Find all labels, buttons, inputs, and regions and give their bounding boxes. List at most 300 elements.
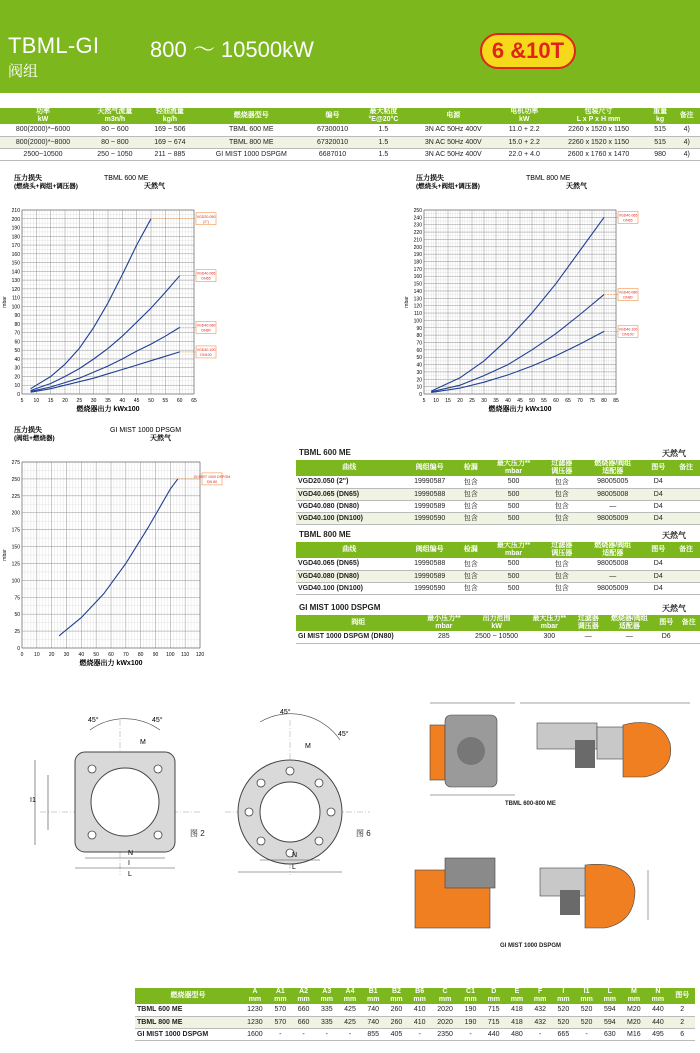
v600-header-cell: 检漏 (457, 460, 485, 476)
chart-series-label: VGD40.100 (196, 347, 216, 352)
v600-cell: 包含 (542, 512, 581, 524)
dims-header-cell: A4 mm (338, 988, 361, 1004)
dim-m-b: M (305, 743, 311, 750)
main-cell: 6687010 (307, 148, 359, 160)
chart-ytick-label: 220 (413, 230, 422, 237)
chart-ytick-label: 250 (413, 208, 422, 214)
chart-xtick-label: 25 (76, 398, 83, 404)
main-cell: 1.5 (358, 136, 408, 148)
chart-ytick-label: 10 (416, 384, 422, 391)
chart-ytick-label: 225 (11, 493, 20, 500)
vgi-header-cell: 最大压力** mbar (526, 615, 573, 631)
chart-xtick-label: 85 (613, 398, 619, 404)
vgi-cell: — (604, 631, 655, 643)
v600-cell (672, 512, 700, 524)
chart-xtick-label: 75 (589, 398, 595, 404)
chart-ytick-label: 25 (14, 629, 20, 636)
v800-cell: VGD40.080 (DN80) (296, 570, 403, 582)
chart-ytick-label: 20 (416, 377, 422, 384)
valve-gimist-title: GI MIST 1000 DSPGM (299, 603, 381, 612)
chart-ytick-label: 125 (11, 561, 20, 568)
main-cell: 4) (673, 136, 700, 148)
dims-header-row (135, 988, 695, 1004)
chart-ylabel: 压力损失 (416, 175, 444, 182)
dims-cell: 260 (385, 1016, 408, 1028)
chart-series-label: DN80 (623, 295, 633, 300)
dims-header-cell: A3 mm (315, 988, 338, 1004)
main-header-cell: 轻油流量 kg/h (144, 108, 196, 124)
chart-xtick-label: 45 (133, 398, 140, 404)
main-cell: 169 ~ 674 (144, 136, 196, 148)
dims-cell: 425 (338, 1016, 361, 1028)
v600-cell: D4 (644, 488, 672, 500)
chart-ytick-label: 120 (11, 286, 20, 293)
main-cell: 211 ~ 885 (144, 148, 196, 160)
vgi-row (296, 631, 700, 643)
main-cell: 4) (673, 124, 700, 136)
chart-xtick-label: 10 (433, 398, 439, 404)
dims-cell: 665 (552, 1028, 575, 1040)
v800-row (296, 558, 700, 570)
chart-xtick-label: 50 (93, 652, 99, 658)
chart-ytick-label: 0 (17, 646, 20, 652)
vgi-cell: GI MIST 1000 DSPGM (DN80) (296, 631, 420, 643)
chart-yunit: mbar (2, 296, 8, 308)
dims-cell: - (408, 1028, 431, 1040)
main-cell: 80 ~ 800 (86, 136, 144, 148)
burner-drawing-tbml (425, 695, 700, 805)
chart-series-label: DN65 (201, 276, 211, 281)
dims-header-cell: 图号 (670, 988, 695, 1004)
dimensions-table (135, 988, 695, 1041)
dims-cell: 520 (575, 1016, 598, 1028)
dims-header-cell: M mm (621, 988, 646, 1004)
angle-label-c: 45° (280, 709, 291, 716)
main-cell: 67300010 (307, 124, 359, 136)
chart-series-label: VGD20.050 (196, 214, 216, 219)
chart-title: TBML 800 ME (526, 175, 571, 182)
dim-i-a: I (128, 860, 130, 867)
dims-cell: 440 (482, 1028, 505, 1040)
chart-xlabel: 燃烧器出力 kWx100 (488, 406, 552, 413)
main-header-cell: 功率 kW (0, 108, 86, 124)
main-cell: 800(2000)*~6000 (0, 124, 86, 136)
chart-ytick-label: 40 (416, 362, 422, 369)
dims-cell: 2 (670, 1004, 695, 1016)
chart-ytick-label: 20 (14, 374, 20, 381)
chart-xtick-label: 30 (90, 398, 97, 404)
chart-ytick-label: 140 (413, 288, 422, 295)
chart-series-label: DN65 (623, 218, 633, 223)
dims-cell: 410 (408, 1004, 431, 1016)
chart-ytick-label: 150 (11, 544, 20, 551)
main-cell: 1.5 (358, 124, 408, 136)
dims-cell: 480 (505, 1028, 528, 1040)
v600-cell: 包含 (457, 512, 485, 524)
burner-drawing-gimist (410, 850, 660, 940)
dims-header-cell: I mm (552, 988, 575, 1004)
dims-cell: 2020 (431, 1004, 459, 1016)
v800-cell (672, 570, 700, 582)
main-row (0, 136, 700, 148)
chart-ytick-label: 110 (12, 295, 20, 302)
dims-cell: 715 (482, 1004, 505, 1016)
chart-xtick-label: 0 (20, 652, 24, 658)
chart-xtick-label: 30 (481, 398, 487, 404)
chart-ytick-label: 30 (14, 365, 20, 372)
chart-xtick-label: 50 (529, 398, 535, 404)
v800-cell: 19990588 (403, 558, 457, 570)
main-spec-table (0, 108, 700, 161)
v800-header-row (296, 542, 700, 558)
main-cell: GI MIST 1000 DSPGM (196, 148, 307, 160)
v800-cell: 包含 (457, 558, 485, 570)
vgi-header-cell: 出力范围 kW (467, 615, 526, 631)
v600-cell: 包含 (457, 500, 485, 512)
chart-series-label: DN100 (622, 332, 634, 337)
dims-cell: 440 (646, 1016, 669, 1028)
chart-ytick-label: 110 (414, 311, 422, 318)
chart-xtick-label: 40 (78, 652, 85, 658)
main-cell: 15.0 + 2.2 (498, 136, 550, 148)
chart-series-label: DN80 (201, 328, 211, 333)
dims-cell: TBML 600 ME (135, 1004, 241, 1016)
v600-row (296, 476, 700, 488)
v600-cell: VGD40.100 (DN100) (296, 512, 403, 524)
v600-cell: 98005005 (581, 476, 644, 488)
dims-cell: 1230 (241, 1016, 269, 1028)
dims-cell: - (529, 1028, 552, 1040)
chart-gas-label: 天然气 (150, 435, 171, 442)
main-header-cell: 天然气流量 m3n/h (86, 108, 144, 124)
chart-ytick-label: 150 (413, 281, 422, 288)
chart-series-label: VGD40.080 (618, 290, 638, 295)
main-cell: 250 ~ 1050 (86, 148, 144, 160)
chart-xtick-label: 60 (553, 398, 559, 404)
chart-series-label: DN100 (200, 352, 212, 357)
dims-cell: M20 (621, 1016, 646, 1028)
dims-cell: 630 (598, 1028, 621, 1040)
chart-ytick-label: 175 (11, 527, 20, 534)
dims-cell: 418 (505, 1016, 528, 1028)
chart-ytick-label: 170 (413, 266, 422, 273)
dims-header-cell: C mm (431, 988, 459, 1004)
dims-cell: TBML 800 ME (135, 1016, 241, 1028)
v800-header-cell: 曲线 (296, 542, 403, 558)
chart-xtick-label: 65 (191, 398, 197, 404)
dim-n-a: N (128, 850, 134, 857)
main-cell: 22.0 + 4.0 (498, 148, 550, 160)
chart-gas-label: 天然气 (144, 183, 165, 190)
dims-cell: 260 (385, 1004, 408, 1016)
dims-cell: M16 (621, 1028, 646, 1040)
chart-ytick-label: 90 (416, 325, 422, 332)
dim-l-a: L (128, 871, 132, 878)
v800-cell: D4 (644, 558, 672, 570)
vgi-cell: 2500 ~ 10500 (467, 631, 526, 643)
chart-xtick-label: 90 (152, 652, 159, 658)
chart-ytick-label: 90 (14, 313, 20, 320)
chart-series-label: VGD40.080 (196, 323, 216, 328)
chart-ylabel: 压力损失 (14, 175, 42, 182)
v600-cell (672, 500, 700, 512)
v800-header-cell: 阀组编号 (403, 542, 457, 558)
main-cell: 980 (647, 148, 674, 160)
chart-tbml600 (0, 175, 220, 415)
chart-xtick-label: 60 (108, 652, 114, 658)
main-header-cell: 备注 (673, 108, 700, 124)
v800-cell (672, 558, 700, 570)
dims-cell: 2 (670, 1016, 695, 1028)
chart-xtick-label: 80 (137, 652, 144, 658)
chart-ytick-label: 40 (14, 356, 20, 363)
vgi-cell (677, 631, 700, 643)
chart-ytick-label: 160 (413, 274, 422, 281)
chart-xtick-label: 120 (195, 652, 205, 658)
gas-label-2: 天然气 (662, 531, 686, 540)
size-badge: 6 &10T (480, 33, 576, 69)
chart-xtick-label: 110 (181, 652, 190, 658)
dims-cell: 570 (269, 1004, 292, 1016)
chart-ytick-label: 140 (11, 269, 20, 276)
chart-xtick-label: 65 (565, 398, 571, 404)
chart-ytick-label: 120 (413, 303, 422, 310)
dims-row (135, 1016, 695, 1028)
chart-ytick-label: 50 (14, 612, 20, 619)
v800-cell: 19990589 (403, 570, 457, 582)
v800-row (296, 570, 700, 582)
chart-xtick-label: 20 (48, 652, 55, 658)
chart-yunit: mbar (404, 296, 410, 308)
main-header-cell: 编号 (307, 108, 359, 124)
chart-ytick-label: 100 (11, 578, 20, 585)
chart-ytick-label: 200 (11, 510, 20, 517)
chart-ylabel-sub: (燃烧头+阀组+调压器) (416, 183, 480, 190)
main-header-cell: 电源 (408, 108, 498, 124)
v600-cell: 98005008 (581, 488, 644, 500)
chart-xtick-label: 25 (469, 398, 475, 404)
dims-cell: 335 (315, 1016, 338, 1028)
v600-header-row (296, 460, 700, 476)
chart-xtick-label: 55 (541, 398, 547, 404)
v800-cell: 包含 (542, 558, 581, 570)
vgi-header-row (296, 615, 700, 631)
v800-cell: D4 (644, 570, 672, 582)
dims-cell: 432 (529, 1016, 552, 1028)
v800-cell: VGD40.065 (DN65) (296, 558, 403, 570)
v800-cell: 500 (485, 558, 543, 570)
main-cell: TBML 600 ME (196, 124, 307, 136)
v600-cell: 98005009 (581, 512, 644, 524)
burner2-caption: GI MIST 1000 DSPGM (500, 943, 562, 949)
chart-ytick-label: 80 (416, 333, 422, 340)
chart-xtick-label: 45 (517, 398, 523, 404)
dims-cell: GI MIST 1000 DSPGM (135, 1028, 241, 1040)
chart-ytick-label: 210 (11, 208, 20, 214)
dims-cell: 660 (292, 1016, 315, 1028)
power-range: 800 ～ 10500kW (150, 37, 314, 62)
chart-ylabel-sub: (燃烧头+阀组+调压器) (14, 183, 78, 190)
chart-xtick-label: 40 (119, 398, 126, 404)
dims-row (135, 1004, 695, 1016)
v600-row (296, 500, 700, 512)
v600-cell: D4 (644, 512, 672, 524)
chart-ylabel: 压力损失 (14, 427, 42, 434)
chart-ytick-label: 70 (416, 340, 422, 347)
v600-row (296, 488, 700, 500)
dims-cell: 1600 (241, 1028, 269, 1040)
dims-cell: - (269, 1028, 292, 1040)
main-cell: 2500~10500 (0, 148, 86, 160)
chart-xtick-label: 100 (166, 652, 175, 658)
main-cell: 2260 x 1520 x 1150 (550, 136, 647, 148)
main-header-cell: 电机功率 kW (498, 108, 550, 124)
main-row (0, 124, 700, 136)
dims-cell: 520 (552, 1016, 575, 1028)
dims-cell: 594 (598, 1004, 621, 1016)
flange-drawing-round (220, 700, 370, 880)
main-cell: 515 (647, 136, 674, 148)
v600-cell (672, 476, 700, 488)
main-cell: 80 ~ 600 (86, 124, 144, 136)
chart-ylabel-sub: (阀组+燃烧器) (14, 435, 55, 442)
chart-ytick-label: 100 (413, 318, 422, 325)
v800-cell: VGD40.100 (DN100) (296, 582, 403, 594)
chart-series-label: (2") (203, 219, 209, 224)
dims-cell: 335 (315, 1004, 338, 1016)
chart-ytick-label: 70 (14, 330, 20, 337)
chart-xtick-label: 50 (148, 398, 154, 404)
v800-header-cell: 燃烧器/阀组 适配器 (581, 542, 644, 558)
chart-ytick-label: 60 (416, 347, 422, 354)
v800-cell: 包含 (542, 582, 581, 594)
dims-header-cell: F mm (529, 988, 552, 1004)
dims-cell: 520 (552, 1004, 575, 1016)
chart-xtick-label: 15 (47, 398, 54, 404)
chart-yunit: mbar (2, 549, 8, 561)
vgi-header-cell: 过滤器 调压器 (573, 615, 604, 631)
v600-cell: 19990587 (403, 476, 457, 488)
chart-title: GI MIST 1000 DPSGM (110, 427, 182, 434)
dims-header-cell: A2 mm (292, 988, 315, 1004)
main-cell: 2260 x 1520 x 1150 (550, 124, 647, 136)
v800-row (296, 582, 700, 594)
v600-cell: 19990590 (403, 512, 457, 524)
v600-header-cell: 最大压力** mbar (485, 460, 543, 476)
v600-cell: 包含 (542, 488, 581, 500)
vgi-cell: 300 (526, 631, 573, 643)
dims-cell: 2350 (431, 1028, 459, 1040)
dims-header-cell: E mm (505, 988, 528, 1004)
dims-row (135, 1028, 695, 1040)
main-cell: 169 ~ 506 (144, 124, 196, 136)
dims-cell: - (459, 1028, 482, 1040)
valve-table-800 (296, 542, 700, 595)
v600-header-cell: 燃烧器/阀组 适配器 (581, 460, 644, 476)
main-cell: 11.0 + 2.2 (498, 124, 550, 136)
vgi-header-cell: 阀组 (296, 615, 420, 631)
chart-xlabel: 燃烧器出力 kWx100 (79, 660, 143, 667)
chart-ytick-label: 30 (416, 369, 422, 376)
v600-cell: 500 (485, 476, 543, 488)
main-cell: 3N AC 50Hz 400V (408, 148, 498, 160)
dims-cell: 740 (362, 1004, 385, 1016)
dims-header-cell: B2 mm (385, 988, 408, 1004)
chart-ytick-label: 210 (413, 237, 422, 244)
main-cell: 67320010 (307, 136, 359, 148)
v800-header-cell: 检漏 (457, 542, 485, 558)
chart-title: TBML 600 ME (104, 175, 149, 182)
chart-ytick-label: 160 (11, 251, 20, 258)
vgi-header-cell: 燃烧器/阀组 适配器 (604, 615, 655, 631)
chart-xtick-label: 55 (162, 398, 169, 404)
v600-cell: VGD40.080 (DN80) (296, 500, 403, 512)
chart-xtick-label: 60 (176, 398, 183, 404)
main-header-cell: 重量 kg (647, 108, 674, 124)
dim-n-b: N (292, 852, 298, 859)
main-cell: TBML 800 ME (196, 136, 307, 148)
chart-xlabel: 燃烧器出力 kWx100 (76, 406, 140, 413)
v800-cell: 500 (485, 582, 543, 594)
main-cell: 1.5 (358, 148, 408, 160)
main-cell: 3N AC 50Hz 400V (408, 124, 498, 136)
subtitle: 阀组 (8, 63, 39, 80)
angle-label-a: 45° (88, 717, 99, 724)
v800-header-cell: 最大压力** mbar (485, 542, 543, 558)
dims-cell: 2020 (431, 1016, 459, 1028)
chart-xtick-label: 5 (422, 398, 426, 404)
dims-header-cell: I1 mm (575, 988, 598, 1004)
dims-header-cell: L mm (598, 988, 621, 1004)
main-cell: 3N AC 50Hz 400V (408, 136, 498, 148)
chart-xtick-label: 80 (601, 398, 607, 404)
chart-xtick-label: 20 (457, 398, 463, 404)
v800-cell: 19990590 (403, 582, 457, 594)
fig6-caption: 图 6 (356, 829, 371, 838)
v600-cell: 500 (485, 500, 543, 512)
chart-ytick-label: 200 (413, 244, 422, 251)
main-cell: 2600 x 1760 x 1470 (550, 148, 647, 160)
fig2-caption: 图 2 (190, 829, 205, 838)
vgi-header-cell: 最小压力** mbar (420, 615, 467, 631)
chart-ytick-label: 100 (11, 304, 20, 311)
chart-ytick-label: 170 (11, 243, 20, 250)
chart-ytick-label: 130 (413, 296, 422, 303)
chart-series-label: GI MIST 1000 DSPGM (193, 474, 231, 479)
chart-ytick-label: 200 (11, 216, 20, 223)
dims-header-cell: D mm (482, 988, 505, 1004)
v600-cell: 包含 (542, 476, 581, 488)
dims-cell: - (575, 1028, 598, 1040)
dims-header-cell: N mm (646, 988, 669, 1004)
chart-ytick-label: 230 (413, 222, 422, 229)
dims-cell: 440 (646, 1004, 669, 1016)
valve-table-600 (296, 460, 700, 525)
chart-xtick-label: 40 (505, 398, 511, 404)
dims-cell: 495 (646, 1028, 669, 1040)
v600-cell: VGD40.065 (DN65) (296, 488, 403, 500)
v600-cell: 包含 (457, 488, 485, 500)
chart-tbml800 (392, 175, 647, 415)
chart-series-label: VGD40.065 (618, 213, 638, 218)
v600-cell: 500 (485, 512, 543, 524)
v600-cell: 19990588 (403, 488, 457, 500)
dims-cell: 190 (459, 1004, 482, 1016)
v600-cell: VGD20.050 (2") (296, 476, 403, 488)
chart-gas-label: 天然气 (566, 183, 587, 190)
chart-ytick-label: 75 (14, 595, 20, 602)
chart-xtick-label: 30 (63, 652, 70, 658)
